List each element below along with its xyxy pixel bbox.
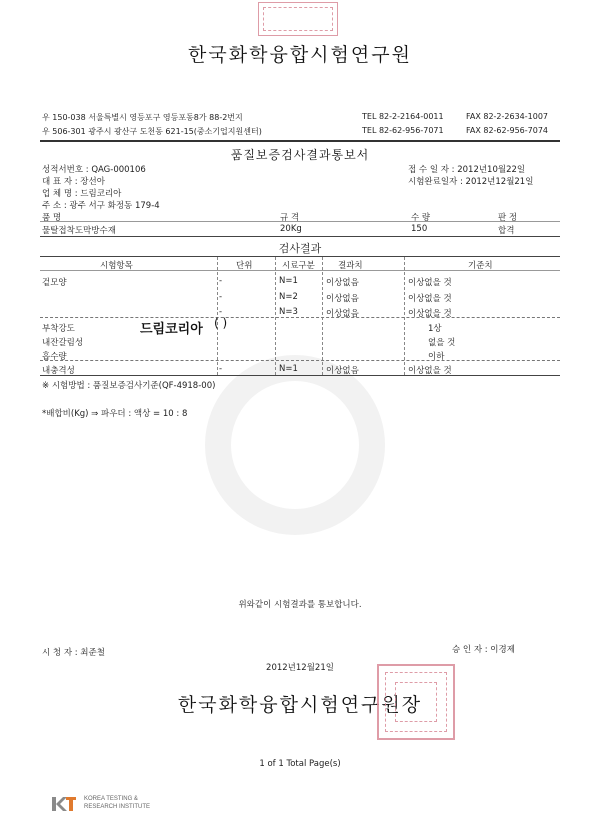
fax-1: FAX 82-2-2634-1007 — [466, 112, 549, 121]
company-address: 주 소 : 광주 서구 화정동 179-4 — [42, 201, 160, 211]
row-item: 내충격성 — [42, 366, 75, 376]
product-name: 물탈접착도막방수재 — [42, 226, 116, 236]
header-divider — [40, 140, 560, 142]
row-sample: N=2 — [279, 292, 298, 302]
company-name: 업 체 명 : 드림코리아 — [42, 189, 122, 199]
org-title: 한국화학융합시험연구원 — [188, 44, 412, 66]
row-divider — [40, 360, 560, 361]
col-divider-2 — [275, 257, 276, 375]
product-spec: 20Kg — [280, 224, 302, 234]
row-sample: N=1 — [279, 364, 298, 374]
row-item: 흡수량 — [42, 352, 67, 362]
received-date: 접 수 일 자 : 2012년10월22일 — [408, 165, 526, 175]
row-unit: - — [219, 307, 223, 317]
top-seal-stamp — [258, 2, 338, 36]
official-seal-stamp — [377, 664, 455, 740]
product-header-divider — [40, 221, 560, 222]
product-qty: 150 — [411, 224, 428, 234]
ktr-logo-mark-icon — [52, 793, 80, 815]
row-sample: N=3 — [279, 307, 298, 317]
product-name-header: 품 명 — [42, 213, 62, 223]
issue-date: 2012년12월21일 — [266, 663, 334, 673]
tel-2: TEL 82-62-956-7071 — [362, 126, 444, 135]
row-result: 이상없음 — [326, 366, 359, 376]
table-bottom-border — [40, 375, 560, 376]
row-unit: - — [219, 292, 223, 302]
tel-1: TEL 82-2-2164-0011 — [362, 112, 444, 121]
product-judge: 합격 — [498, 226, 515, 236]
report-number: 성적서번호 : QAG-000106 — [42, 165, 146, 175]
row-standard: 이상없을 것 — [408, 294, 452, 304]
col-divider-3 — [322, 257, 323, 375]
overlay-parenthesis: ( ) — [214, 316, 228, 330]
row-unit: - — [219, 364, 223, 374]
row-divider — [40, 317, 560, 318]
row-standard: 이상없을 것 — [408, 309, 452, 319]
overlay-company-text: 드림코리아 — [140, 322, 203, 337]
row-sample: N=1 — [279, 276, 298, 286]
representative: 대 표 자 : 장선아 — [42, 177, 105, 187]
results-title-divider — [40, 256, 560, 257]
row-result: 이상없음 — [326, 294, 359, 304]
col-header-standard: 기준치 — [468, 261, 493, 271]
row-result: 이상없음 — [326, 278, 359, 288]
notice-text: 위와같이 시험결과를 통보합니다. — [238, 600, 362, 610]
row-item: 부착강도 — [42, 324, 75, 334]
logo-line-1: KOREA TESTING & — [84, 796, 138, 802]
table-header-divider — [40, 270, 560, 271]
completed-date: 시험완료일자 : 2012년12월21일 — [408, 177, 534, 187]
col-header-result: 결과치 — [338, 261, 363, 271]
row-standard: 이상없을 것 — [408, 366, 452, 376]
director-title: 한국화학융합시험연구원장 — [177, 694, 423, 716]
col-header-item: 시험항목 — [100, 261, 133, 271]
page-info: 1 of 1 Total Page(s) — [259, 759, 341, 769]
row-unit: - — [219, 276, 223, 286]
doc-title: 품질보증검사결과통보서 — [230, 148, 370, 162]
logo-line-2: RESEARCH INSTITUTE — [84, 804, 151, 810]
row-standard: 없을 것 — [428, 338, 456, 348]
col-divider-4 — [404, 257, 405, 375]
product-row-divider — [40, 236, 560, 237]
watermark-emblem — [205, 355, 385, 535]
row-item: 겉모양 — [42, 278, 67, 288]
address-line-2: 우 506-301 광주시 광산구 도천동 621-15(중소기업지원센터) — [42, 127, 262, 136]
col-header-unit: 단위 — [236, 261, 253, 271]
row-standard: 이상없을 것 — [408, 278, 452, 288]
product-spec-header: 규 격 — [280, 213, 300, 223]
address-line-1: 우 150-038 서울특별시 영등포구 영등포동8가 88-2번지 — [42, 113, 243, 122]
approver: 승 인 자 : 이경제 — [452, 645, 515, 655]
row-item: 내잔갈림성 — [42, 338, 84, 348]
mix-ratio: *배합비(Kg) ⇒ 파우더 : 액상 = 10 : 8 — [42, 409, 188, 419]
fax-2: FAX 82-62-956-7074 — [466, 126, 549, 135]
product-judge-header: 판 정 — [498, 213, 518, 223]
test-method: ※ 시험방법 : 품질보증검사기준(QF-4918-00) — [42, 381, 216, 391]
row-standard: 이하 — [428, 352, 445, 362]
ktr-logo — [52, 793, 232, 817]
row-standard: 1상 — [428, 324, 442, 334]
product-qty-header: 수 량 — [411, 213, 431, 223]
col-header-sample: 시료구분 — [282, 261, 315, 271]
applicant: 시 청 자 : 최준철 — [42, 648, 105, 658]
results-title: 검사결과 — [278, 242, 322, 255]
row-result: 이상없음 — [326, 309, 359, 319]
